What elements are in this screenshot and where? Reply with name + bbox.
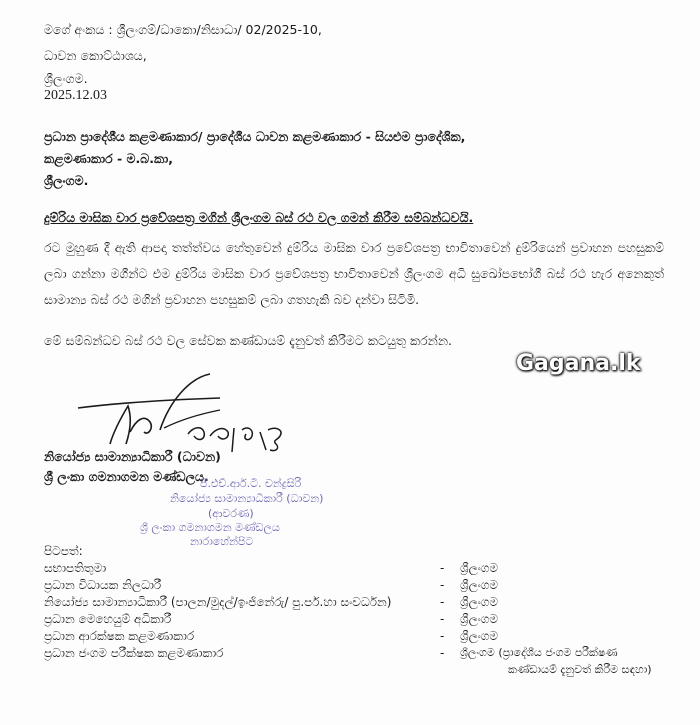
recipient-line-3: ශ්‍රීලංගම. bbox=[44, 173, 89, 188]
cc-item-name: ප්‍රධාන ජංගම පරීක්ෂක කළමණාකාර bbox=[44, 646, 224, 660]
cc-item-dash: - bbox=[440, 595, 445, 609]
body-paragraph-2: මේ සම්බන්ධව බස් රථ වල සේවක කණ්ඩායම් දැනුවත් කිරීමට කටයුතු කරන්න. bbox=[44, 333, 452, 348]
recipient-line-2: කළමණාකාර - ම.බ.කා, bbox=[44, 151, 173, 166]
cc-item-destination: ශ්‍රීලංගම (ප්‍රාදේශීය ජංගම පරීක්ෂණ bbox=[460, 646, 618, 659]
reference-org: ශ්‍රීලංගම. bbox=[44, 71, 88, 86]
cc-item-name: ප්‍රධාන මෙහෙයුම් අධිකාරී bbox=[44, 612, 172, 626]
division-name: ධාවන කොට්ඨාශය, bbox=[44, 48, 147, 63]
cc-item-dash: - bbox=[440, 578, 445, 592]
cc-item-dash: - bbox=[440, 646, 445, 660]
cc-item-name: සභාපතිතුමා bbox=[44, 561, 107, 575]
cc-item-destination: ශ්‍රීලංගම bbox=[460, 612, 498, 626]
cc-item-destination: ශ්‍රීලංගම bbox=[460, 595, 498, 609]
stamp-line-5: නාරාහේන්පිට bbox=[190, 535, 254, 548]
cc-destination-continuation: කණ්ඩායම් දැනුවත් කිරීම සඳහා) bbox=[508, 663, 652, 676]
site-watermark: Gagana.lk bbox=[516, 351, 641, 376]
stamp-line-2: නියෝජ්‍ය සාමාන්‍යාධිකාරී (ධාවන) bbox=[170, 492, 324, 505]
letter-date: 2025.12.03 bbox=[44, 88, 107, 103]
cc-item-destination: ශ්‍රීලංගම bbox=[460, 561, 498, 575]
cc-heading: පිටපත්: bbox=[44, 544, 83, 558]
stamp-line-1: පී.එච්.ආර්.ටී. චන්ද්‍රසිරි bbox=[200, 477, 302, 490]
cc-item-dash: - bbox=[440, 629, 445, 643]
cc-item-name: ප්‍රධාන ආරක්ෂක කළමණාකාර bbox=[44, 629, 195, 643]
cc-item-destination: ශ්‍රීලංගම bbox=[460, 578, 498, 592]
recipient-line-1: ප්‍රධාන ප්‍රාදේශීය කළමණාකාර/ ප්‍රාදේශීය ධාවන කළමණාකාර - සියළුම ප්‍රාදේශික, bbox=[44, 129, 466, 144]
stamp-line-4: ශ්‍රී ලංකා ගමනාගමන මණ්ඩලය bbox=[140, 521, 280, 534]
cc-item-destination: ශ්‍රීලංගම bbox=[460, 629, 498, 643]
stamp-line-3: (ආවරණ) bbox=[208, 507, 254, 520]
signatory-title: නියෝජ්‍ය සාමාන්‍යාධිකාරී (ධාවන) bbox=[44, 449, 221, 464]
body-paragraph-1: රට මුහුණ දී ඇති ආපදා තත්ත්වය හේතුවෙන් දුම්රිය මාසික වාර ප්‍රවේශපත්‍ර භාවිතාවෙන් දුම්රියෙන් ප්‍රවාහන පහසුකම් ලබා ගන්නා මගීන්ට එම දුම්රිය මාසික වාර ප්‍රවේශපත්‍ර භාවිතාවෙන් ශ්‍රීලංගම අධි සුඛෝපභෝගී බස් රථ හැර අනෙකුත් සාමාන්‍ය බස් රථ මගින් ප්‍රවාහන පහසුකම් ලබා ගතහැකි බව දන්වා සිටිමි. bbox=[44, 240, 664, 307]
cc-item-dash: - bbox=[440, 561, 445, 575]
cc-item-name: ප්‍රධාන විධායක නිලධාරී bbox=[44, 578, 162, 592]
reference-number: මගේ අංකය : ශ්‍රීලංගම්/ධාකො/නිසාධා/ 02/2025-10, bbox=[44, 22, 322, 37]
cc-item-name: නියෝජ්‍ය සාමාන්‍යාධිකාරී (පාලන/මුදල්/ඉංජිනේරු/ පු.පර්.හා සංවර්ධන) bbox=[44, 595, 392, 609]
cc-item-dash: - bbox=[440, 612, 445, 626]
letter-subject: දුම්රිය මාසික වාර ප්‍රවේශපත්‍ර මගින් ශ්‍රීලංගම බස් රථ වල ගමන් කිරීම සම්බන්ධවයි. bbox=[44, 210, 474, 225]
signatory-organization: ශ්‍රී ලංකා ගමනාගමන මණ්ඩලය. bbox=[44, 469, 209, 484]
handwritten-signature bbox=[70, 370, 290, 460]
